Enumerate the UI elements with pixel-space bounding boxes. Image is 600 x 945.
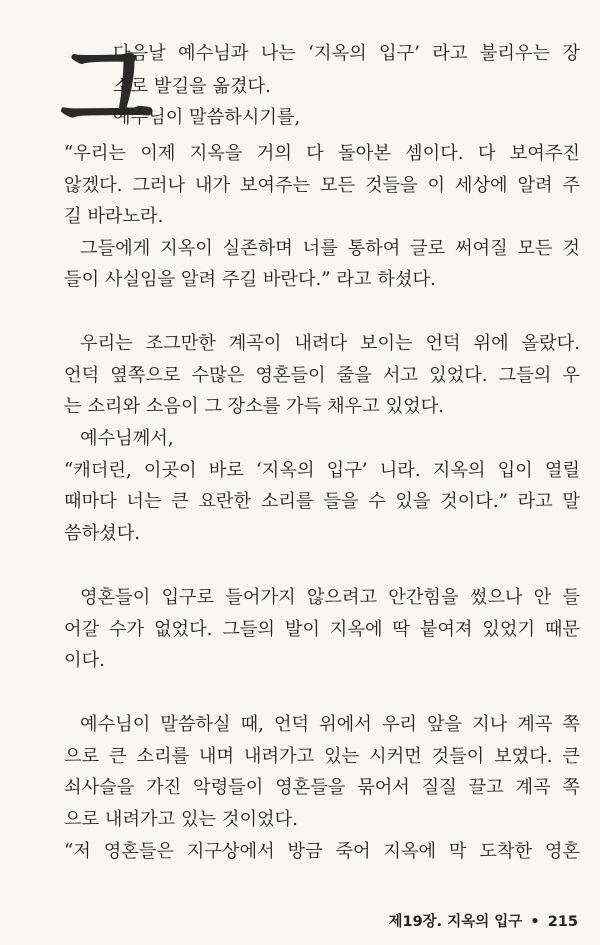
text-line: 어갈 수가 없었다. 그들의 발이 지옥에 딱 붙여져 있었기 때문: [64, 619, 580, 640]
text-line: 다음날 예수님과 나는 ‘지옥의 입구’ 라고 불리우는 장: [113, 43, 580, 64]
drop-cap: 그: [60, 33, 153, 146]
page-number: 215: [547, 914, 578, 930]
text-line: 영혼들이 입구로 들어가지 않으려고 안간힘을 썼으나 안 들: [80, 587, 580, 608]
text-line: 이다.: [64, 650, 105, 671]
text-line: “캐더린, 이곳이 바로 ‘지옥의 입구’ 니라. 지옥의 입이 열릴: [64, 460, 580, 481]
text-line: 예수님이 말씀하시기를,: [113, 107, 301, 128]
text-line: 예수님이 말씀하실 때, 언덕 위에서 우리 앞을 지나 계곡 쪽: [80, 714, 580, 735]
text-line: “우리는 이제 지옥을 거의 다 돌아본 셈이다. 다 보여주진: [64, 143, 580, 164]
text-line: 소로 발길을 옮겼다.: [113, 76, 271, 97]
text-line: 으로 내려가고 있는 것이었다.: [64, 809, 298, 830]
chapter-title: 제19장. 지옥의 입구: [388, 914, 523, 930]
text-line: 그들에게 지옥이 실존하며 너를 통하여 글로 써여질 모든 것: [80, 238, 580, 259]
text-line: 언덕 옆쪽으로 수많은 영혼들이 줄을 서고 있었다. 그들의 우: [64, 365, 580, 386]
text-line: 는 소리와 소음이 그 장소를 가득 채우고 있었다.: [64, 396, 445, 417]
page-footer: [388, 910, 578, 931]
text-line: 쇠사슬을 가진 악령들이 영혼들을 묶어서 질질 끌고 계곡 쪽: [64, 777, 580, 798]
text-line: 우리는 조그만한 계곡이 내려다 보이는 언덕 위에 올랐다.: [80, 333, 580, 354]
text-line: 들이 사실임을 알려 주길 바란다.” 라고 하셨다.: [64, 269, 436, 290]
text-line: 길 바라노라.: [64, 206, 164, 227]
text-line: 씀하셨다.: [64, 523, 141, 544]
text-line: 으로 큰 소리를 내며 내려가고 있는 시커먼 것들이 보였다. 큰: [64, 746, 580, 767]
text-line: 예수님께서,: [80, 428, 174, 449]
text-line: 때마다 너는 큰 요란한 소리를 들을 수 있을 것이다.” 라고 말: [64, 491, 580, 512]
text-line: 않겠다. 그러나 내가 보여주는 모든 것들을 이 세상에 알려 주: [64, 175, 580, 196]
text-line: “저 영혼들은 지구상에서 방금 죽어 지옥에 막 도착한 영혼: [64, 841, 580, 862]
footer-bullet: •: [530, 914, 540, 930]
